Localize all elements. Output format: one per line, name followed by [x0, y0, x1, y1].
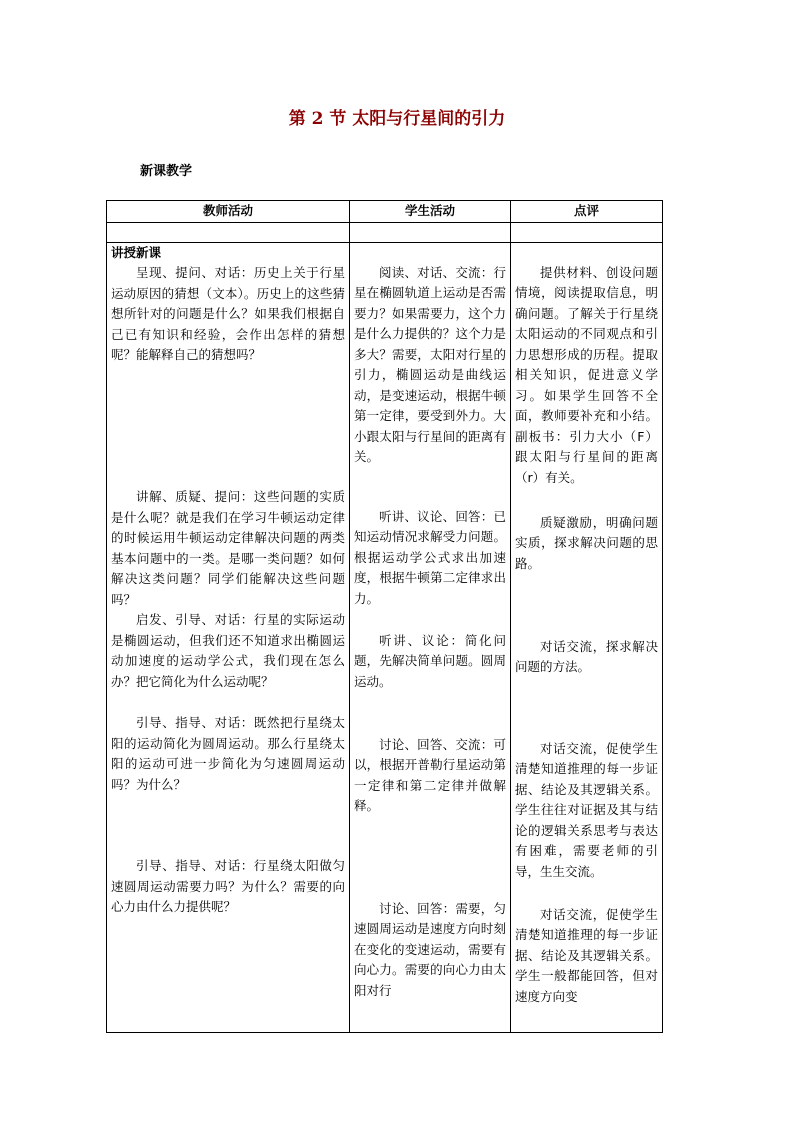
teacher-para-3: 启发、引导、对话：行星的实际运动是椭圆运动，但我们还不知道求出椭圆运动加速度的运动学公式，我们现在怎么办？把它简化为什么运动呢？ — [111, 612, 345, 689]
blank-cell — [350, 222, 511, 242]
header-comment: 点评 — [511, 201, 663, 223]
section-subtitle: 新课教学 — [140, 164, 193, 179]
teacher-cell — [107, 242, 350, 1032]
header-student: 学生活动 — [350, 201, 511, 223]
comment-cell — [511, 242, 663, 1032]
teacher-para-4: 引导、指导、对话：既然把行星绕太阳的运动简化为圆周运动。那么行星绕太阳的运动可进一步简化为匀速圆周运动吗？为什么？ — [111, 715, 345, 792]
document-title: 第 2 节 太阳与行星间的引力 — [288, 109, 506, 129]
comment-para-3: 对话交流，探求解决问题的方法。 — [515, 638, 658, 674]
student-para-1: 阅读、对话、交流：行星在椭圆轨道上运动是否需要力？如果需要力，这个力是什么力提供的？这个力是多大？需要，太阳对行星的引力，椭圆运动是曲线运动，是变速运动，根据牛顿第一定律，要受到外力。大小跟太阳与行星间的距离有关。 — [354, 264, 506, 464]
teacher-para-1: 呈现、提问、对话：历史上关于行星运动原因的猜想（文本）。历史上的这些猜想所针对的问题是什么？如果我们根据自己已有知识和经验，会作出怎样的猜想呢？能解释自己的猜想吗？ — [111, 265, 345, 362]
student-para-5: 讨论、回答：需要，匀速圆周运动是速度方向时刻在变化的变速运动，需要有向心力。需要的向心力由太阳对行 — [354, 900, 506, 998]
comment-para-4: 对话交流，促使学生清楚知道推理的每一步证据、结论及其逻辑关系。学生往往对证据及其与结论的逻辑关系思考与表达有困难，需要老师的引导，生生交流。 — [515, 740, 658, 879]
teacher-heading: 讲授新课 — [111, 244, 162, 260]
blank-cell — [107, 222, 350, 242]
lesson-table — [106, 200, 663, 1033]
student-para-2: 听讲、议论、回答：已知运动情况求解受力问题。根据运动学公式求出加速度，根据牛顿第二定律求出力。 — [354, 508, 506, 606]
comment-para-1: 提供材料、创设问题情境，阅读提取信息，明确问题。了解关于行星绕太阳运动的不同观点和引力思想形成的历程。提取相关知识，促进意义学习。如果学生回答不全面，教师要补充和小结。副板书：引力大小（F）跟太阳与行星间的距离（r）有关。 — [515, 264, 658, 485]
comment-para-5: 对话交流，促使学生清楚知道推理的每一步证据、结论及其逻辑关系。学生一般都能回答，但对速度方向变 — [515, 906, 658, 1004]
table-header-row — [107, 201, 663, 223]
teacher-para-2: 讲解、质疑、提问：这些问题的实质是什么呢？就是我们在学习牛顿运动定律的时候运用牛顿运动定律解决问题的两类基本问题中的一类。是哪一类问题？如何解决这类问题？同学们能解决这些问题吗？ — [111, 489, 345, 607]
blank-row — [107, 222, 663, 242]
student-para-3: 听讲、议论：简化问题，先解决简单问题。圆周运动。 — [354, 632, 506, 689]
blank-cell — [511, 222, 663, 242]
header-teacher: 教师活动 — [107, 201, 350, 223]
student-para-4: 讨论、回答、交流：可以，根据开普勒行星运动第一定律和第二定律并做解释。 — [354, 736, 506, 813]
table-body-row — [107, 242, 663, 1032]
comment-para-2: 质疑激励，明确问题实质，探求解决问题的思路。 — [515, 514, 658, 571]
teacher-para-5: 引导、指导、对话：行星绕太阳做匀速圆周运动需要力吗？为什么？需要的向心力由什么力提供呢？ — [111, 858, 345, 914]
student-cell — [350, 242, 511, 1032]
